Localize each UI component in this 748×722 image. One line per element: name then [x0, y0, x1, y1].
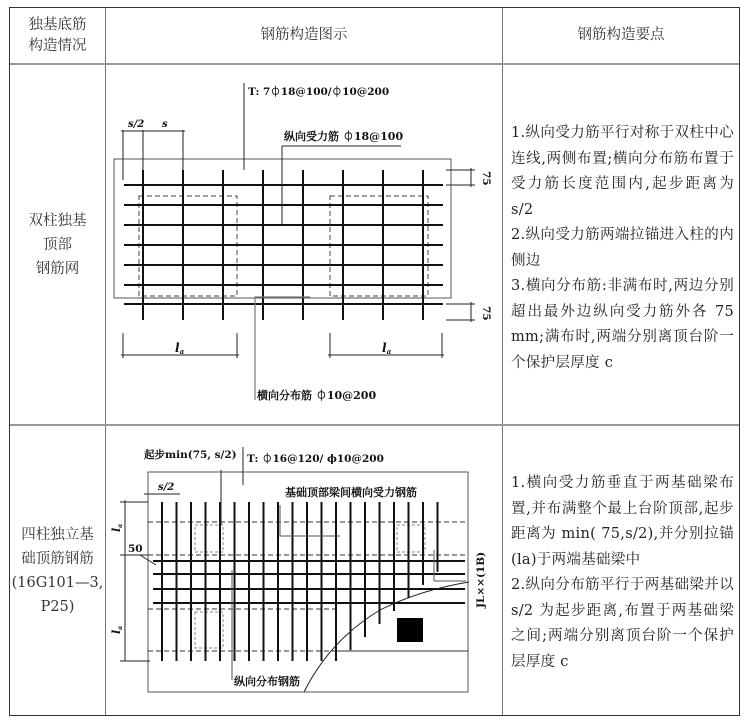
dim-75-top: 75: [480, 171, 492, 186]
dim-la-sub: a: [117, 523, 124, 528]
category-line: 双柱独基: [28, 212, 87, 229]
dim-la-letter: l: [110, 527, 123, 532]
label-beam-id: JL××(1B): [475, 551, 487, 608]
label-top-rebar: T: ⏀16@120/ ϕ10@200: [247, 453, 384, 465]
dim-75-bottom: 75: [480, 306, 492, 321]
dim-la-sub: a: [386, 347, 392, 356]
column-outline: [195, 525, 425, 648]
dim-la-sub: a: [117, 625, 124, 630]
dim-la-top: [110, 524, 124, 532]
label-top-rebar: T: 7⏀18@100/⏀10@200: [248, 86, 390, 98]
header-category-line: 独基底筋: [28, 16, 87, 33]
dim-la-letter: l: [110, 629, 123, 634]
header-points: 钢筋构造要点: [577, 27, 665, 43]
header-category-line: 构造情况: [28, 37, 87, 54]
label-beam-rebar: 基础顶部梁间横向受力钢筋: [285, 486, 417, 499]
dim-la-letter: l: [382, 341, 387, 355]
dim-s-half: s/2: [158, 482, 175, 493]
point-item: 1.纵向受力筋平行对称于双柱中心连线,两侧布置;横向分布筋布置于受力筋长度范围内,起步距离为 s/2: [511, 125, 734, 218]
dim-la-bottom: [110, 626, 124, 634]
header-diagram: 钢筋构造图示: [260, 27, 348, 43]
leader-line: [280, 505, 340, 536]
dim-s-half: s/2: [128, 119, 145, 130]
point-item: 1.横向受力筋垂直于两基础梁布置,并布满整个最上台阶顶部,起步距离为 min( 75,s/2),并分别拉锚(la)于两端基础梁中: [511, 475, 734, 568]
category-line: 础顶筋钢筋: [21, 550, 94, 567]
category-line: 四柱独立基: [21, 526, 94, 543]
label-longitudinal: 纵向受力筋 ⏀18@100: [284, 130, 404, 143]
category-line: P25): [40, 598, 75, 615]
label-distribution: 纵向分布钢筋: [234, 675, 300, 688]
point-item: 2.纵向受力筋两端拉锚进入柱的内侧边: [511, 227, 734, 269]
break-curve: [304, 582, 469, 692]
column-section: [397, 618, 423, 642]
category-line: (16G101—3,: [11, 574, 104, 591]
label-start-distance: 起步min(75, s/2): [144, 449, 237, 461]
dimension-la-left: [120, 500, 150, 661]
category-line: 顶部: [43, 236, 72, 253]
dim-s: s: [162, 119, 168, 130]
category-line: 钢筋网: [35, 260, 80, 277]
dim-la-letter: l: [175, 341, 180, 355]
label-transverse: 横向分布筋 ⏀10@200: [257, 389, 377, 402]
point-item: 2.纵向分布筋平行于两基础梁并以 s/2 为起步距离,布置于两基础梁之间;两端分别离顶台阶一个保护层厚度 c: [511, 577, 734, 670]
dim-la-sub: a: [179, 347, 185, 356]
dim-50: 50: [128, 543, 143, 555]
point-item: 3.横向分布筋:非满布时,两边分别超出最外边纵向受力筋外各 75 mm;满布时,两端分别离顶台阶一个保护层厚度 c: [511, 278, 734, 371]
